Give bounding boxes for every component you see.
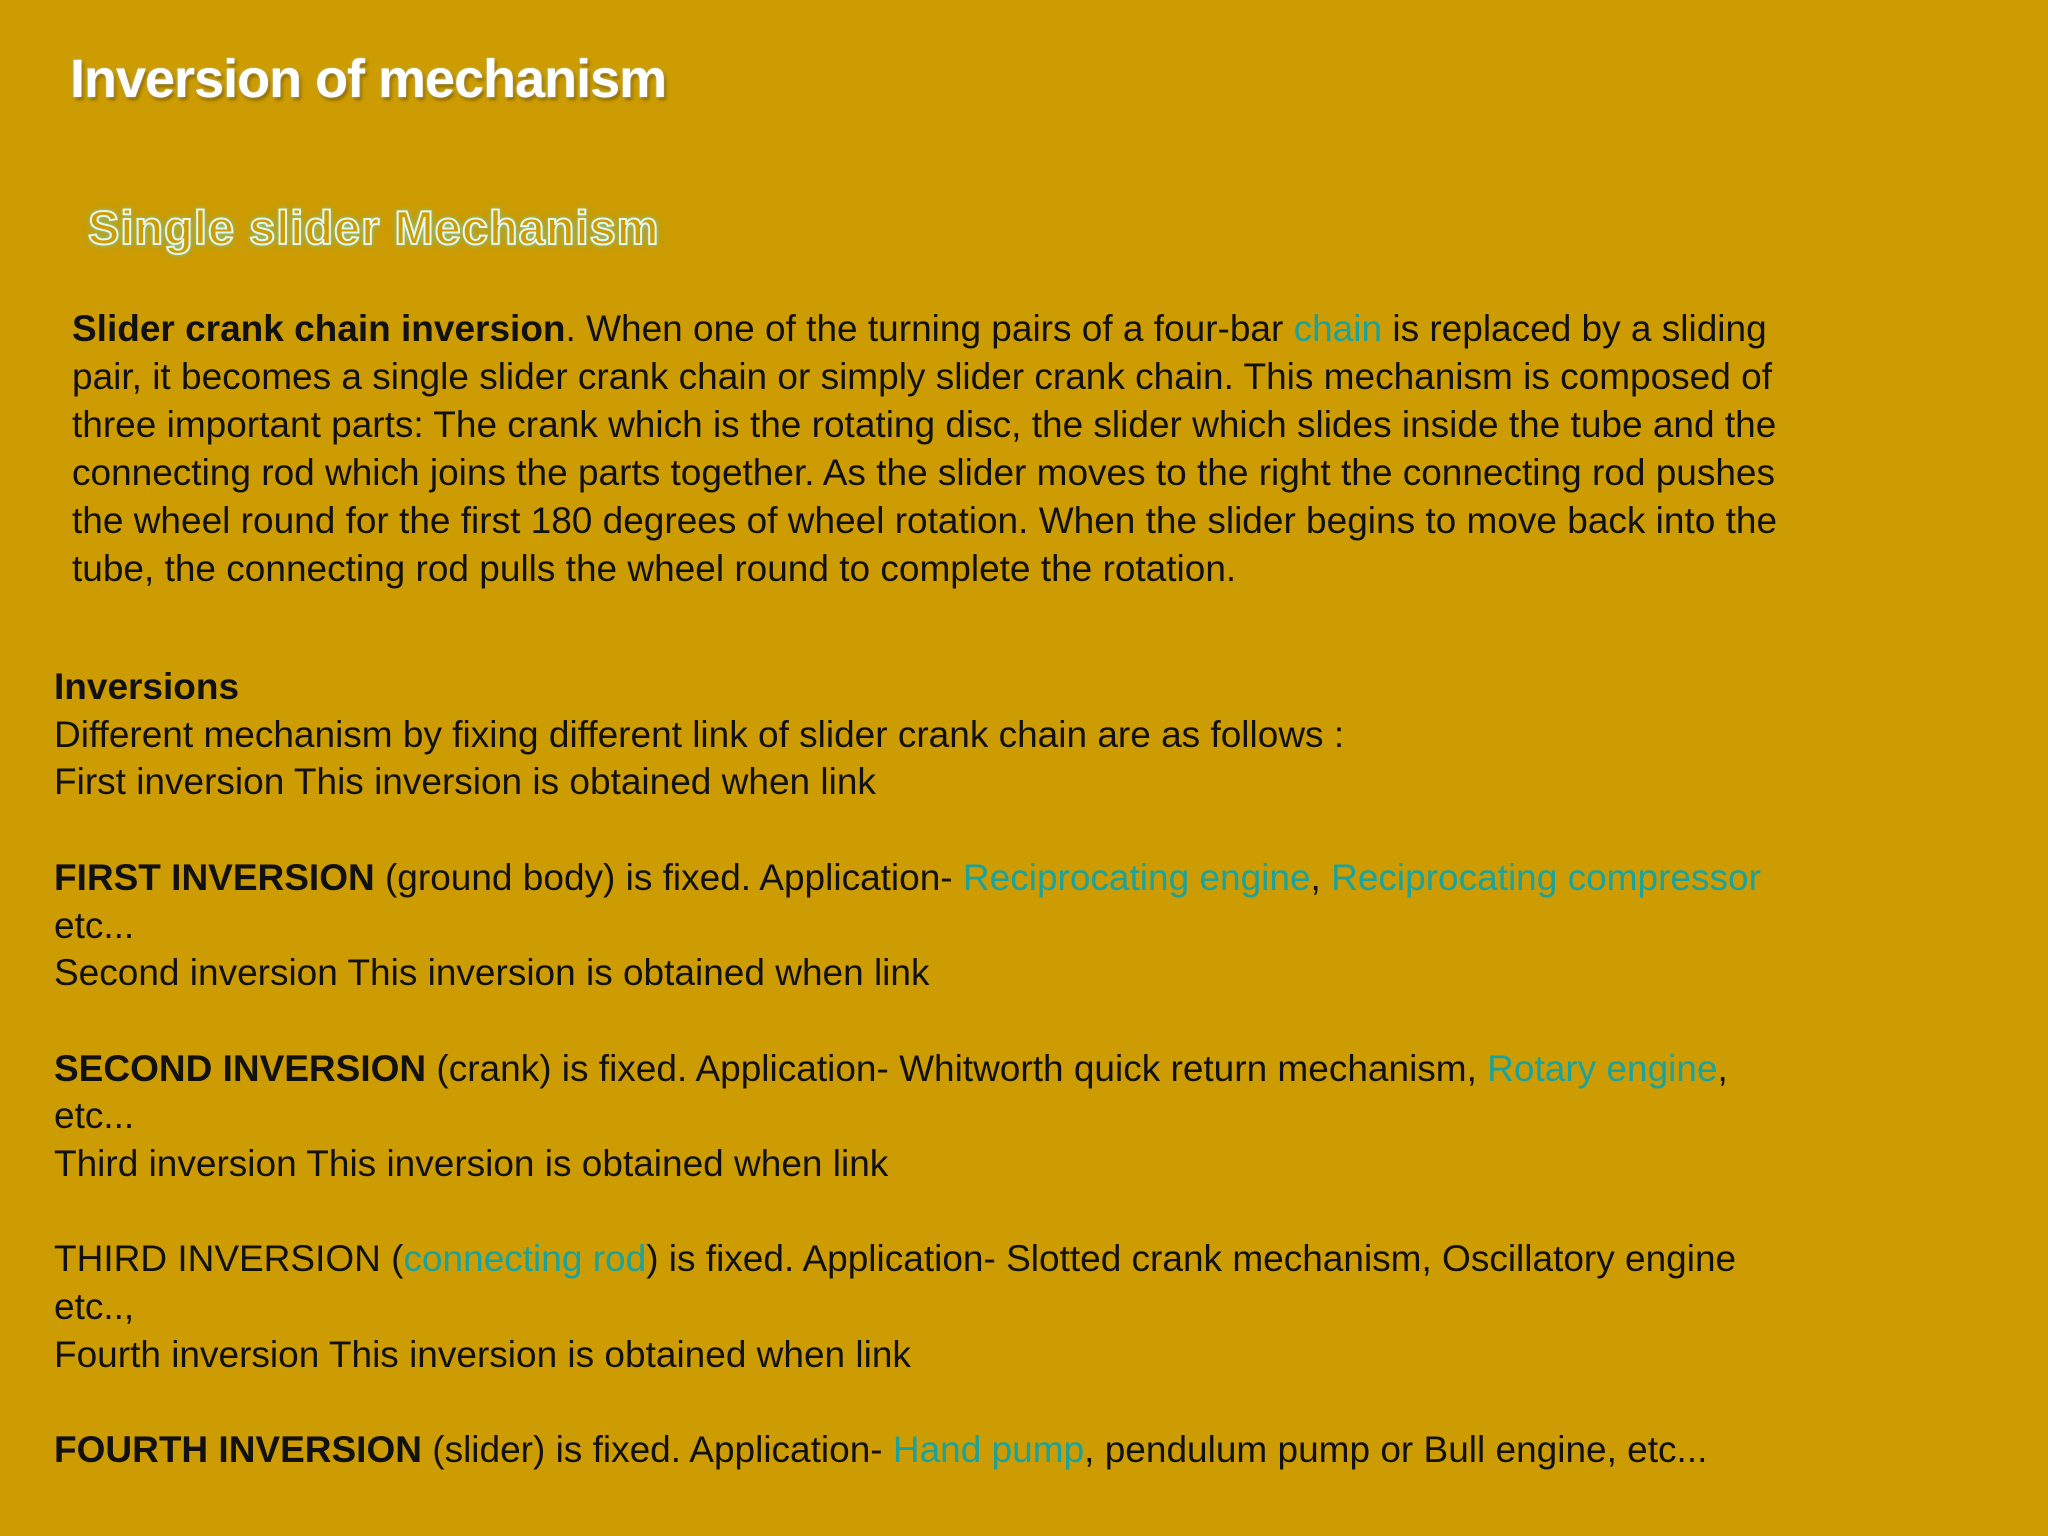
second-inversion-desc: SECOND INVERSION (crank) is fixed. Application- Whitworth quick return mechanism, Rotary engine, bbox=[54, 1047, 1728, 1089]
fourth-inversion-bold: FOURTH INVERSION bbox=[54, 1429, 422, 1471]
inversions-section bbox=[54, 663, 1994, 1474]
reciprocating-compressor-link[interactable]: Reciprocating compressor bbox=[1331, 856, 1761, 898]
third-inversion-etc: etc.., bbox=[54, 1286, 135, 1328]
paragraph-text-2: is replaced by a sliding pair, it becomes a single slider crank chain or simply slider crank chain. This mechanism is composed of three important parts: The crank which is the rotating disc, the slider which slides inside the tube and the connecting rod which joins the parts together. As the slider moves to the right the connecting rod pushes the wheel round for the first 180 degrees of wheel rotation. When the slider begins to move back into the tube, the connecting rod pulls the wheel round to complete the rotation. bbox=[72, 308, 1778, 589]
blank-line bbox=[54, 1379, 1994, 1427]
first-inversion-bold: FIRST INVERSION bbox=[54, 856, 375, 898]
fourth-inversion-line: Fourth inversion This inversion is obtained when link bbox=[54, 1333, 911, 1375]
first-inversion-desc: FIRST INVERSION (ground body) is fixed. Application- Reciprocating engine, Reciprocating compressor bbox=[54, 856, 1761, 898]
blank-line bbox=[54, 806, 1994, 854]
slide-subtitle: Single slider Mechanism bbox=[88, 201, 660, 254]
inversions-heading: Inversions bbox=[54, 666, 240, 707]
hand-pump-link[interactable]: Hand pump bbox=[892, 1429, 1085, 1471]
blank-line bbox=[54, 997, 1994, 1045]
rotary-engine-link[interactable]: Rotary engine bbox=[1487, 1047, 1718, 1089]
second-inversion-bold: SECOND INVERSION bbox=[54, 1047, 427, 1089]
third-inversion-desc: THIRD INVERSION (connecting rod) is fixed. Application- Slotted crank mechanism, Oscillatory engine bbox=[54, 1238, 1737, 1280]
inversions-intro: Different mechanism by fixing different link of slider crank chain are as follows : bbox=[54, 713, 1345, 755]
reciprocating-engine-link[interactable]: Reciprocating engine bbox=[962, 856, 1311, 898]
fourth-inversion-desc: FOURTH INVERSION (slider) is fixed. Application- Hand pump, pendulum pump or Bull engine, etc... bbox=[54, 1429, 1708, 1471]
second-inversion-line: Second inversion This inversion is obtained when link bbox=[54, 952, 930, 994]
paragraph-bold-lead: Slider crank chain inversion bbox=[72, 308, 566, 349]
intro-paragraph bbox=[72, 305, 1792, 593]
paragraph-text-1: . When one of the turning pairs of a four-bar bbox=[565, 308, 1294, 349]
first-inversion-etc: etc... bbox=[54, 904, 135, 946]
slide-title: Inversion of mechanism bbox=[70, 49, 667, 109]
blank-line bbox=[54, 1188, 1994, 1236]
second-inversion-etc: etc... bbox=[54, 1095, 135, 1137]
third-inversion-line: Third inversion This inversion is obtained when link bbox=[54, 1143, 889, 1184]
chain-link[interactable]: chain bbox=[1293, 308, 1383, 349]
first-inversion-line: First inversion This inversion is obtained when link bbox=[54, 761, 876, 803]
connecting-rod-link[interactable]: connecting rod bbox=[403, 1238, 647, 1280]
